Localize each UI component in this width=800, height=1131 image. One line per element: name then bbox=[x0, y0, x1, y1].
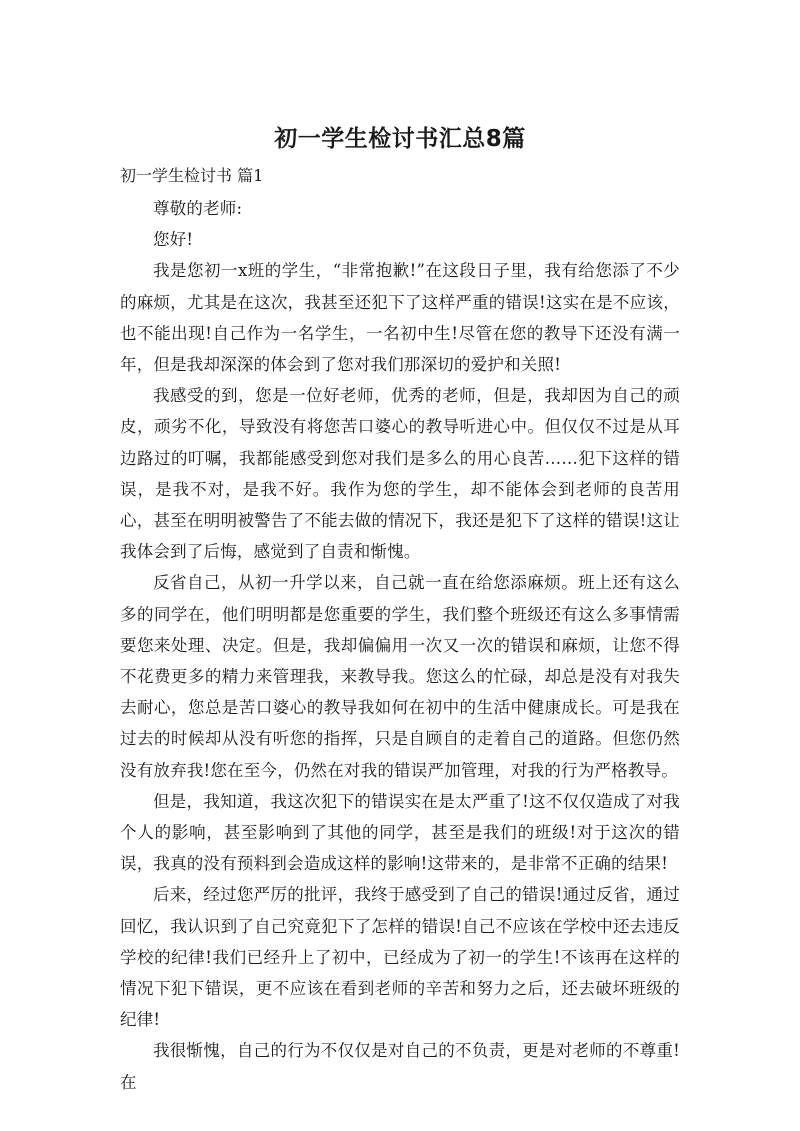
document-body bbox=[120, 193, 680, 1098]
salutation: 尊敬的老师: bbox=[153, 199, 243, 218]
body-paragraph: 我是您初一x班的学生，“非常抱歉!”在这段日子里，我有给您添了不少的麻烦，尤其是在这次，我甚至还犯下了这样严重的错误!这实在是不应该，也不能出现!自己作为一名学生，一名初中生!尽管在您的教导下还没有满一年，但是我却深深的体会到了您对我们那深切的爱护和关照! bbox=[120, 261, 680, 375]
body-paragraph: 但是，我知道，我这次犯下的错误实在是太严重了!这不仅仅造成了对我个人的影响，甚至影响到了其他的同学，甚至是我们的班级!对于这次的错误，我真的没有预料到会造成这样的影响!这带来的，是非常不正确的结果! bbox=[120, 791, 680, 874]
greeting: 您好! bbox=[153, 230, 194, 250]
body-paragraph: 后来，经过您严厉的批评，我终于感受到了自己的错误!通过反省，通过回忆，我认识到了自己究竟犯下了怎样的错误!自己不应该在学校中还去违反学校的纪律!我们已经升上了初中，已经成为了初一的学生!不该再在这样的情况下犯下错误，更不应该在看到老师的辛苦和努力之后，还去破坏班级的纪律! bbox=[120, 885, 680, 1030]
body-paragraph: 我很惭愧，自己的行为不仅仅是对自己的不负责，更是对老师的不尊重!在 bbox=[120, 1041, 680, 1092]
body-paragraph: 反省自己，从初一升学以来，自己就一直在给您添麻烦。班上还有这么多的同学在，他们明明都是您重要的学生，我们整个班级还有这么多事情需要您来处理、决定。但是，我却偏偏用一次又一次的错误和麻烦，让您不得不花费更多的精力来管理我，来教导我。您这么的忙碌，却总是没有对我失去耐心，您总是苦口婆心的教导我如何在初中的生活中健康成长。可是我在过去的时候却从没有听您的指挥，只是自顾自的走着自己的道路。但您仍然没有放弃我!您在至今，仍然在对我的错误严加管理，对我的行为严格教导。 bbox=[120, 573, 680, 780]
document-title: 初一学生检讨书汇总8篇 bbox=[274, 126, 526, 152]
body-paragraph: 我感受的到，您是一位好老师，优秀的老师，但是，我却因为自己的顽皮，顽劣不化，导致没有将您苦口婆心的教导听进心中。但仅仅不过是从耳边路过的叮嘱，我都能感受到您对我们是多么的用心良苦……犯下这样的错误，是我不对，是我不好。我作为您的学生，却不能体会到老师的良苦用心，甚至在明明被警告了不能去做的情况下，我还是犯下了这样的错误!这让我体会到了后悔，感觉到了自责和惭愧。 bbox=[120, 386, 680, 562]
section-heading: 初一学生检讨书 篇1 bbox=[120, 166, 264, 185]
